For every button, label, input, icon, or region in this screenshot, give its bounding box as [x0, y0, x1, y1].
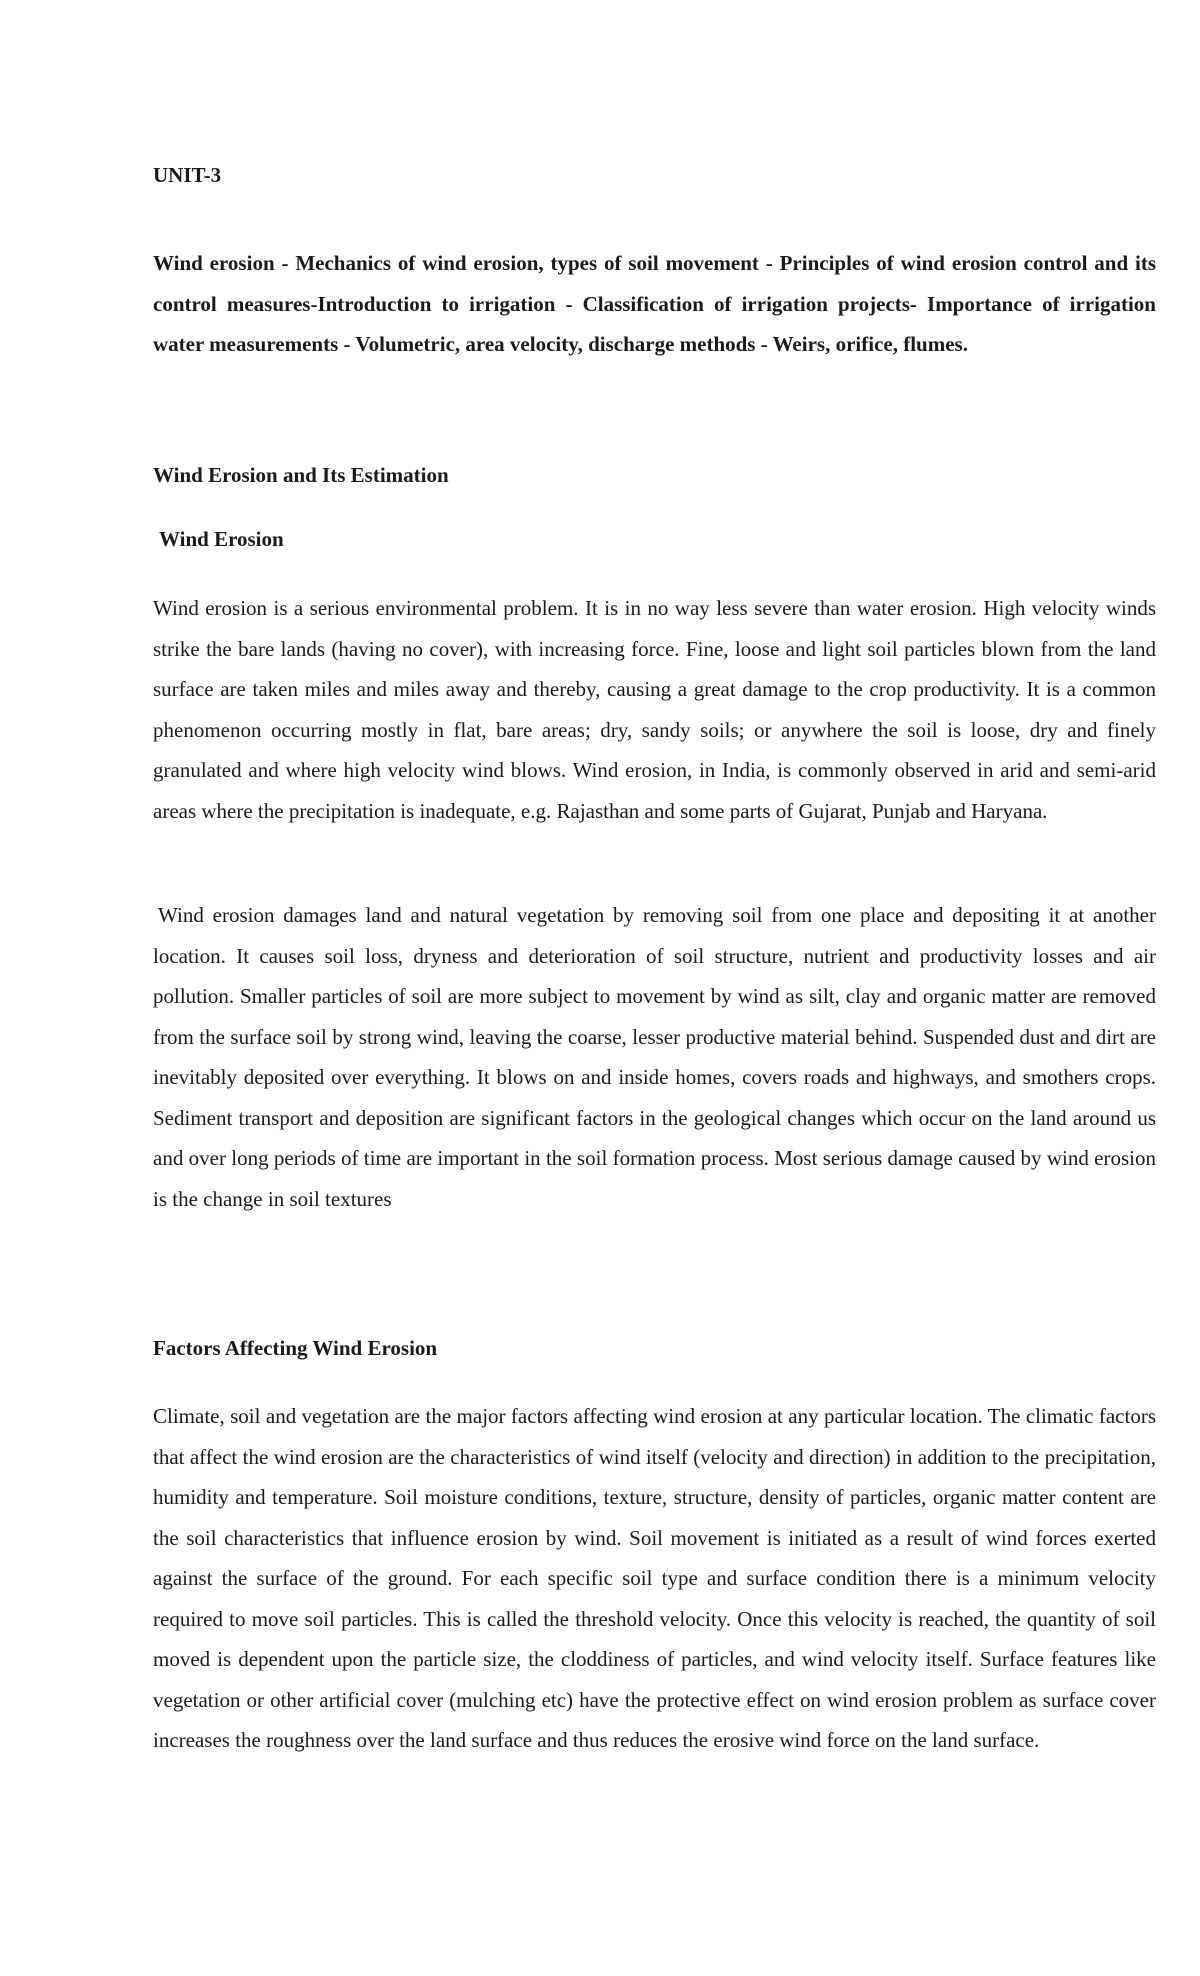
paragraph-factors-affecting: Climate, soil and vegetation are the major factors affecting wind erosion at any particular location. The climatic factors that affect the wind erosion are the characteristics of wind itself (velocity and direction) in addition to the precipitation, humidity and temperature. Soil moisture conditions, texture, structure, density of particles, organic matter content are the soil characteristics that influence erosion by wind. Soil movement is initiated as a result of wind forces exerted against the surface of the ground. For each specific soil type and surface condition there is a minimum velocity required to move soil particles. This is called the threshold velocity. Once this velocity is reached, the quantity of soil moved is dependent upon the particle size, the cloddiness of particles, and wind velocity itself. Surface features like vegetation or other artificial cover (mulching etc) have the protective effect on wind erosion problem as surface cover increases the roughness over the land surface and thus reduces the erosive wind force on the land surface.: [153, 1404, 1156, 1752]
unit-title: UNIT-3: [153, 163, 222, 187]
syllabus-summary: Wind erosion - Mechanics of wind erosion, types of soil movement - Principles of wind erosion control and its control measures-Introduction to irrigation - Classification of irrigation projects- Importance of irrigation water measurements - Volumetric, area velocity, discharge methods - Weirs, orifice, flumes.: [153, 251, 1156, 356]
paragraph-wind-erosion-intro: Wind erosion is a serious environmental problem. It is in no way less severe than water erosion. High velocity winds strike the bare lands (having no cover), with increasing force. Fine, loose and light soil particles blown from the land surface are taken miles and miles away and thereby, causing a great damage to the crop productivity. It is a common phenomenon occurring mostly in flat, bare areas; dry, sandy soils; or anywhere the soil is loose, dry and finely granulated and where high velocity wind blows. Wind erosion, in India, is commonly observed in arid and semi-arid areas where the precipitation is inadequate, e.g. Rajasthan and some parts of Gujarat, Punjab and Haryana.: [153, 596, 1156, 823]
paragraph-wind-erosion-damage: Wind erosion damages land and natural vegetation by removing soil from one place and depositing it at another location. It causes soil loss, dryness and deterioration of soil structure, nutrient and productivity losses and air pollution. Smaller particles of soil are more subject to movement by wind as silt, clay and organic matter are removed from the surface soil by strong wind, leaving the coarse, lesser productive material behind. Suspended dust and dirt are inevitably deposited over everything. It blows on and inside homes, covers roads and highways, and smothers crops. Sediment transport and deposition are significant factors in the geological changes which occur on the land around us and over long periods of time are important in the soil formation process. Most serious damage caused by wind erosion is the change in soil textures: [153, 903, 1156, 1211]
subheading-wind-erosion: Wind Erosion: [159, 527, 284, 551]
section-heading-factors: Factors Affecting Wind Erosion: [153, 1336, 438, 1360]
section-heading-wind-erosion-estimation: Wind Erosion and Its Estimation: [153, 463, 449, 487]
